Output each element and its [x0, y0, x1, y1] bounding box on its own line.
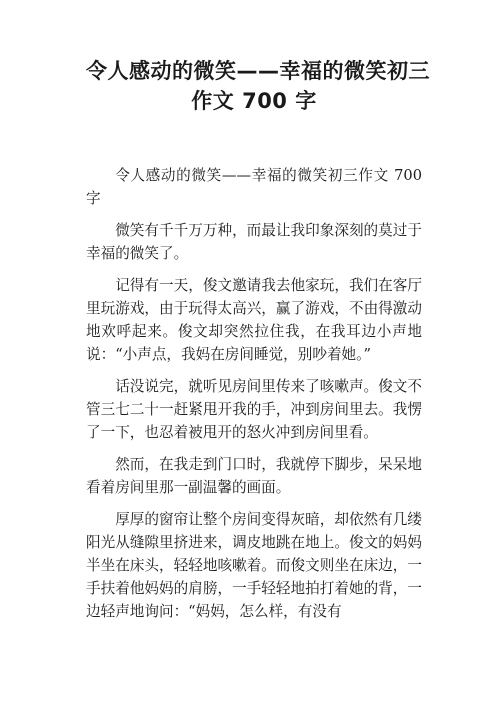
document-body [86, 164, 422, 623]
paragraph: 厚厚的窗帘让整个房间变得灰暗，却依然有几缕阳光从缝隙里挤进来，调皮地跳在地上。俊文的妈妈半坐在床头，轻轻地咳嗽着。而俊文则坐在床边，一手扶着他妈妈的肩膀，一手轻轻地拍打着她的背，一边轻声地询问：“妈妈，怎么样，有没有 [86, 511, 422, 620]
paragraph: 然而，在我走到门口时，我就停下脚步，呆呆地看着房间里那一副温馨的画面。 [86, 456, 422, 496]
title-line-2: 作文 700 字 [191, 89, 317, 113]
title-line-1: 令人感动的微笑——幸福的微笑初三 [86, 59, 430, 83]
paragraph: 记得有一天，俊文邀请我去他家玩，我们在客厅里玩游戏，由于玩得太高兴，赢了游戏，不由得激动地欢呼起来。俊文却突然拉住我，在我耳边小声地说：“小声点，我妈在房间睡觉，别吵着她。” [86, 277, 422, 363]
paragraph: 微笑有千千万万种，而最让我印象深刻的莫过于幸福的微笑了。 [86, 222, 422, 262]
paragraph: 话没说完，就听见房间里传来了咳嗽声。俊文不管三七二十一赶紧甩开我的手，冲到房间里去。我愣了一下，也忍着被甩开的怒火冲到房间里看。 [86, 378, 422, 441]
document-title [86, 56, 430, 116]
paragraph: 令人感动的微笑——幸福的微笑初三作文 700 字 [86, 167, 422, 207]
